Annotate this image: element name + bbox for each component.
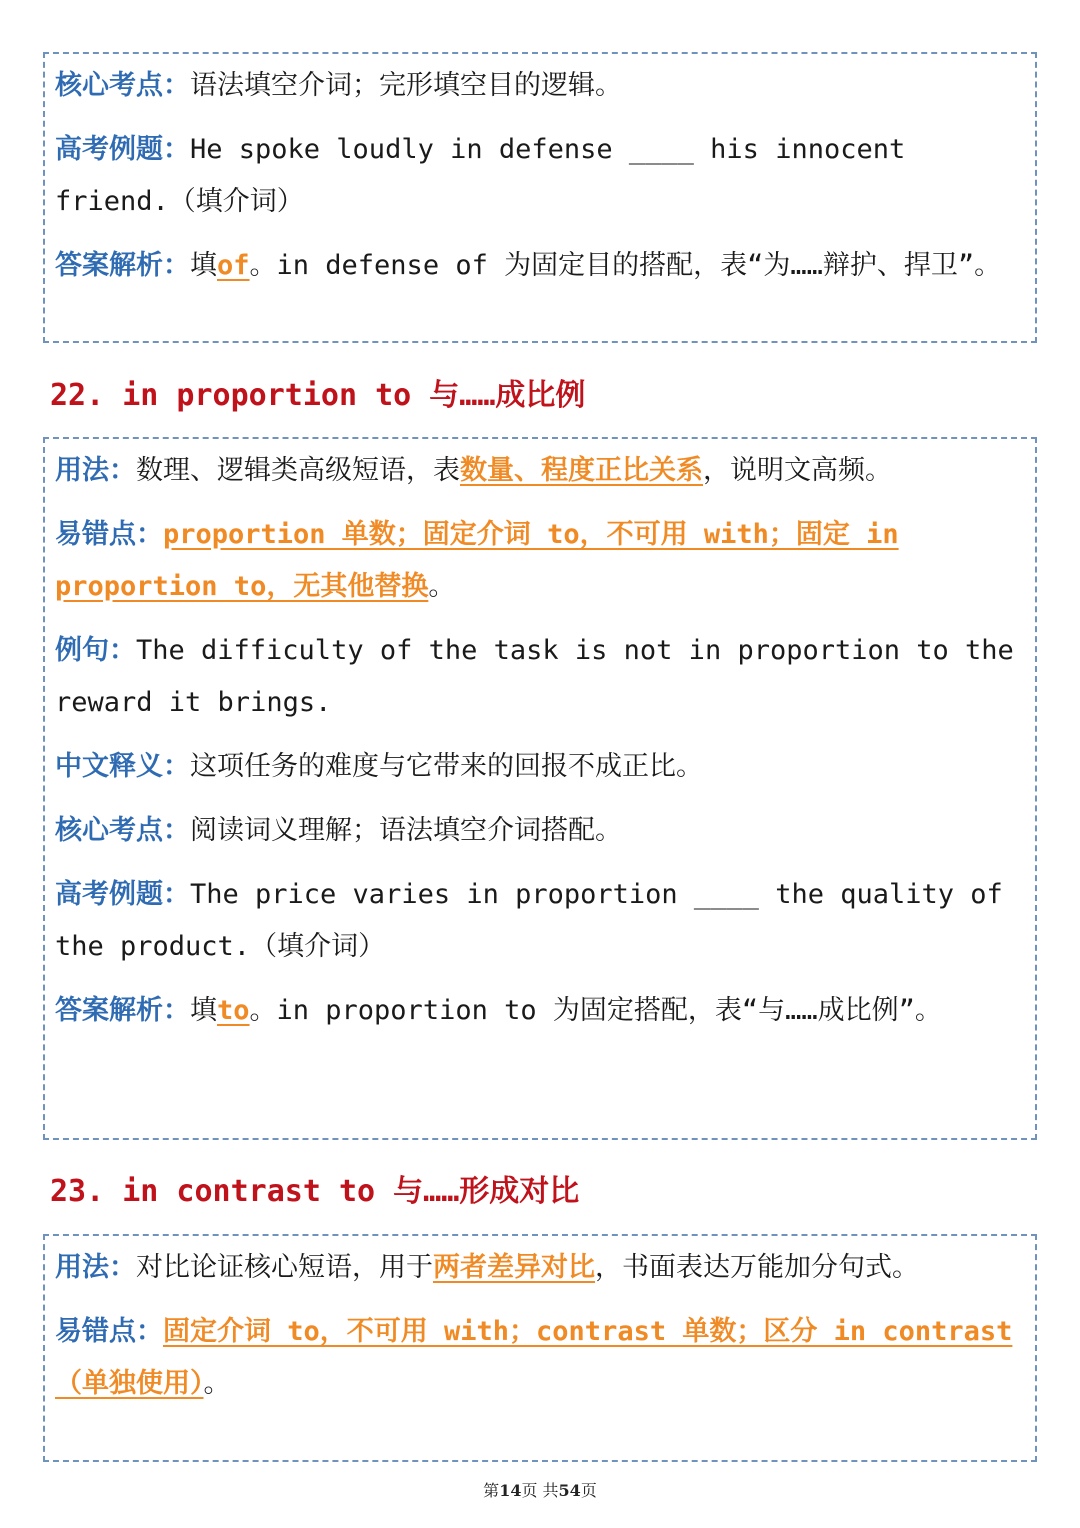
core-points-label: 核心考点： (55, 815, 190, 846)
usage-post: ，说明文高频。 (703, 455, 892, 486)
footer-mid: 页 共 (521, 1481, 559, 1500)
common-errors (55, 1306, 1025, 1410)
common-errors-post: 。 (203, 1368, 231, 1399)
answer-explanation (55, 240, 1025, 292)
answer-label: 答案解析： (55, 995, 190, 1026)
usage-label: 用法： (55, 1252, 136, 1283)
answer-pre: 填 (190, 995, 217, 1026)
answer-post: 。in defense of 为固定目的搭配，表“为……辩护、捍卫”。 (249, 250, 1002, 281)
chinese-meaning (55, 741, 1025, 793)
page-footer (0, 1478, 1080, 1501)
exam-question (55, 869, 1025, 973)
usage-highlight: 两者差异对比 (433, 1252, 595, 1283)
usage-highlight: 数量、程度正比关系 (460, 455, 703, 486)
usage-label: 用法： (55, 455, 136, 486)
common-errors-label: 易错点： (55, 519, 163, 550)
answer-post: 。in proportion to 为固定搭配，表“与……成比例”。 (249, 995, 942, 1026)
answer-label: 答案解析： (55, 250, 190, 281)
answer-highlight: of (217, 250, 250, 281)
usage-post: ，书面表达万能加分句式。 (595, 1252, 919, 1283)
core-points-text: 阅读词义理解；语法填空介词搭配。 (190, 815, 622, 846)
note-box-23 (43, 1234, 1037, 1462)
example-text: The difficulty of the task is not in proportion to the reward it brings. (55, 635, 1014, 718)
total-pages: 54 (558, 1481, 581, 1500)
common-errors (55, 509, 1025, 613)
footer-pre: 第 (483, 1481, 500, 1500)
note-box-21 (43, 52, 1037, 343)
section-heading-22: 22. in proportion to 与……成比例 (50, 378, 586, 413)
usage (55, 1242, 1025, 1294)
core-points (55, 805, 1025, 857)
usage-pre: 数理、逻辑类高级短语，表 (136, 455, 460, 486)
core-points-label: 核心考点： (55, 70, 190, 101)
common-errors-post: 。 (428, 571, 456, 602)
common-errors-highlight: proportion 单数；固定介词 to，不可用 with；固定 in proportion to，无其他替换 (55, 519, 899, 602)
answer-explanation (55, 985, 1025, 1037)
example-label: 例句： (55, 635, 136, 666)
core-points (55, 60, 1025, 112)
core-points-text: 语法填空介词；完形填空目的逻辑。 (190, 70, 622, 101)
meaning-text: 这项任务的难度与它带来的回报不成正比。 (190, 751, 703, 782)
meaning-label: 中文释义： (55, 751, 190, 782)
note-box-22 (43, 437, 1037, 1140)
footer-post: 页 (580, 1481, 597, 1500)
answer-highlight: to (217, 995, 250, 1026)
exam-question (55, 124, 1025, 228)
answer-pre: 填 (190, 250, 217, 281)
exam-question-label: 高考例题： (55, 134, 190, 165)
example-sentence (55, 625, 1025, 729)
exam-question-text: He spoke loudly in defense ____ his innocent friend.（填介词） (55, 134, 906, 217)
exam-question-label: 高考例题： (55, 879, 190, 910)
common-errors-label: 易错点： (55, 1316, 163, 1347)
usage (55, 445, 1025, 497)
common-errors-highlight: 固定介词 to，不可用 with；contrast 单数；区分 in contrast（单独使用） (55, 1316, 1013, 1399)
exam-question-text: The price varies in proportion ____ the quality of the product.（填介词） (55, 879, 1003, 962)
usage-pre: 对比论证核心短语，用于 (136, 1252, 433, 1283)
section-heading-23: 23. in contrast to 与……形成对比 (50, 1174, 580, 1209)
current-page: 14 (499, 1481, 522, 1500)
